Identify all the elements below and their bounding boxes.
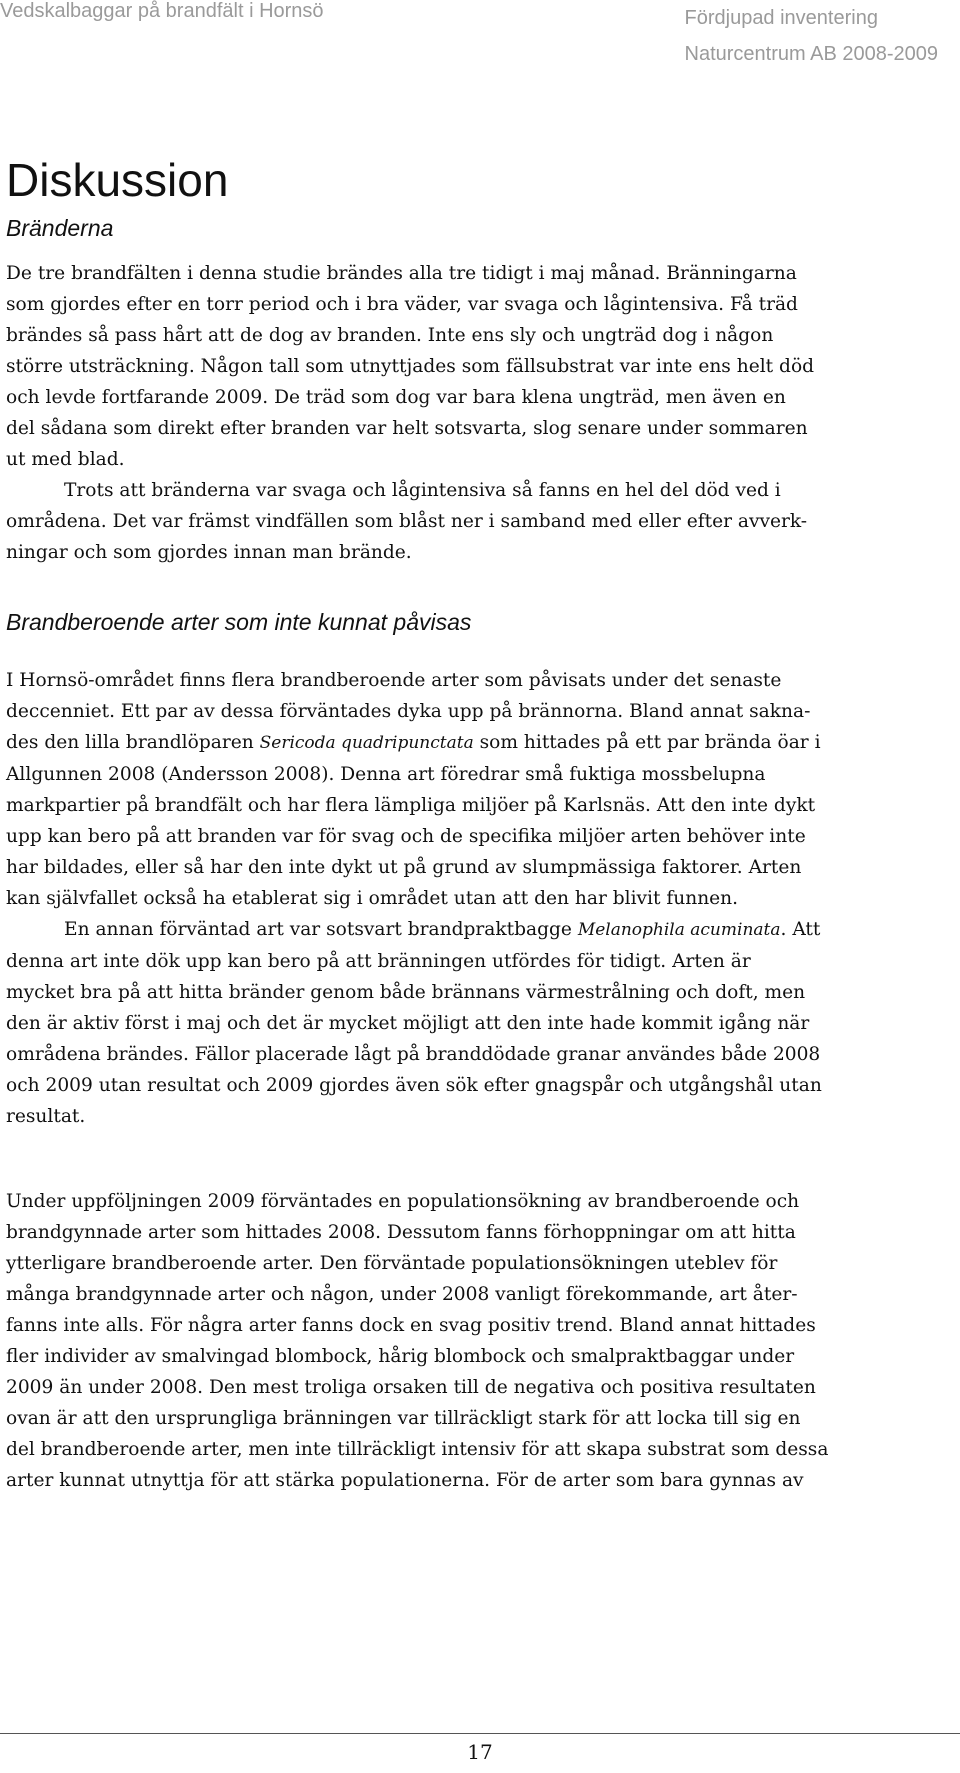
text-line: arter kunnat utnyttja för att stärka populationerna. För de arter som bara gynnas av bbox=[6, 1470, 804, 1491]
section-text-uppfoljning bbox=[6, 1186, 946, 1496]
text-line: 2009 än under 2008. Den mest troliga orsaken till de negativa och positiva resultaten bbox=[6, 1377, 816, 1398]
species-name-sericoda: Sericoda quadripunctata bbox=[259, 733, 474, 753]
text-line: brandgynnade arter som hittades 2008. Dessutom fanns förhoppningar om att hitta bbox=[6, 1222, 796, 1243]
running-header-info bbox=[685, 0, 939, 72]
text-segment: En annan förväntad art var sotsvart brandpraktbagge bbox=[64, 919, 572, 940]
section-heading-branderna: Bränderna bbox=[6, 215, 114, 241]
text-line: som gjordes efter en torr period och i bra väder, var svaga och lågintensiva. Få träd bbox=[6, 294, 798, 315]
text-line: I Hornsö-området finns flera brandberoende arter som påvisats under det senaste bbox=[6, 670, 782, 691]
text-line: mycket bra på att hitta bränder genom både brännans värmestrålning och doft, men bbox=[6, 982, 806, 1003]
text-line: De tre brandfälten i denna studie brändes alla tre tidigt i maj månad. Bränningarna bbox=[6, 263, 797, 284]
text-line: den är aktiv först i maj och det är mycket möjligt att den inte hade kommit igång när bbox=[6, 1013, 810, 1034]
text-line: områdena brändes. Fällor placerade lågt på branddödade granar användes både 2008 bbox=[6, 1044, 821, 1065]
running-header-report: Fördjupad inventering bbox=[684, 7, 878, 29]
text-line: brändes så pass hårt att de dog av branden. Inte ens sly och ungträd dog i någon bbox=[6, 325, 774, 346]
text-line: större utsträckning. Någon tall som utnyttjades som fällsubstrat var inte ens helt död bbox=[6, 356, 815, 377]
text-line: fler individer av smalvingad blombock, hårig blombock och smalpraktbaggar under bbox=[6, 1346, 795, 1367]
section-text-branderna bbox=[6, 258, 946, 568]
text-line: och levde fortfarande 2009. De träd som dog var bara klena ungträd, men även en bbox=[6, 387, 786, 408]
text-line: Allgunnen 2008 (Andersson 2008). Denna art föredrar små fuktiga mossbelupna bbox=[6, 764, 766, 785]
text-line: del sådana som direkt efter branden var helt sotsvarta, slog senare under sommaren bbox=[6, 418, 808, 439]
text-line: markpartier på brandfält och har flera lämpliga miljöer på Karlsnäs. Att den inte dykt bbox=[6, 795, 816, 816]
text-line: resultat. bbox=[6, 1106, 86, 1127]
text-line: Trots att bränderna var svaga och lågintensiva så fanns en hel del död ved i bbox=[64, 480, 781, 501]
running-header-title: Vedskalbaggar på brandfält i Hornsö bbox=[0, 0, 324, 22]
section-text-brandberoende bbox=[6, 665, 946, 1132]
text-segment: . Att bbox=[780, 919, 821, 940]
text-line bbox=[6, 727, 946, 759]
text-line: kan självfallet också ha etablerat sig i området utan att den har blivit funnen. bbox=[6, 888, 739, 909]
section-heading-brandberoende: Brandberoende arter som inte kunnat påvisas bbox=[6, 609, 472, 635]
text-line: många brandgynnade arter och någon, under 2008 vanligt förekommande, art åter- bbox=[6, 1284, 798, 1305]
text-line: har bildades, eller så har den inte dykt ut på grund av slumpmässiga faktorer. Arten bbox=[6, 857, 802, 878]
species-name-melanophila: Melanophila acuminata bbox=[577, 920, 781, 940]
text-line: ytterligare brandberoende arter. Den förväntade populationsökningen uteblev för bbox=[6, 1253, 778, 1274]
text-line: upp kan bero på att branden var för svag och de specifika miljöer arten behöver inte bbox=[6, 826, 806, 847]
text-line: områdena. Det var främst vindfällen som blåst ner i samband med eller efter avverk- bbox=[6, 511, 808, 532]
text-line: del brandberoende arter, men inte tillräckligt intensiv för att skapa substrat som dessa bbox=[6, 1439, 829, 1460]
text-line: och 2009 utan resultat och 2009 gjordes även sök efter gnagspår och utgångshål utan bbox=[6, 1075, 822, 1096]
text-segment: som hittades på ett par brända öar i bbox=[479, 732, 821, 753]
text-line bbox=[6, 914, 946, 946]
text-line: ningar och som gjordes innan man brände. bbox=[6, 542, 412, 563]
text-line: fanns inte alls. För några arter fanns dock en svag positiv trend. Bland annat hittades bbox=[6, 1315, 816, 1336]
text-line: ovan är att den ursprungliga bränningen var tillräckligt stark för att locka till sig en bbox=[6, 1408, 801, 1429]
footer-divider bbox=[0, 1733, 960, 1734]
page-number: 17 bbox=[467, 1740, 493, 1764]
text-segment: des den lilla brandlöparen bbox=[6, 732, 254, 753]
text-line: ut med blad. bbox=[6, 449, 125, 470]
page-title: Diskussion bbox=[6, 154, 229, 206]
text-line: deccenniet. Ett par av dessa förväntades dyka upp på brännorna. Bland annat sakna- bbox=[6, 701, 811, 722]
text-line: denna art inte dök upp kan bero på att bränningen utfördes för tidigt. Arten är bbox=[6, 951, 751, 972]
running-header-organization: Naturcentrum AB 2008-2009 bbox=[684, 43, 938, 65]
text-line: Under uppföljningen 2009 förväntades en populationsökning av brandberoende och bbox=[6, 1191, 800, 1212]
